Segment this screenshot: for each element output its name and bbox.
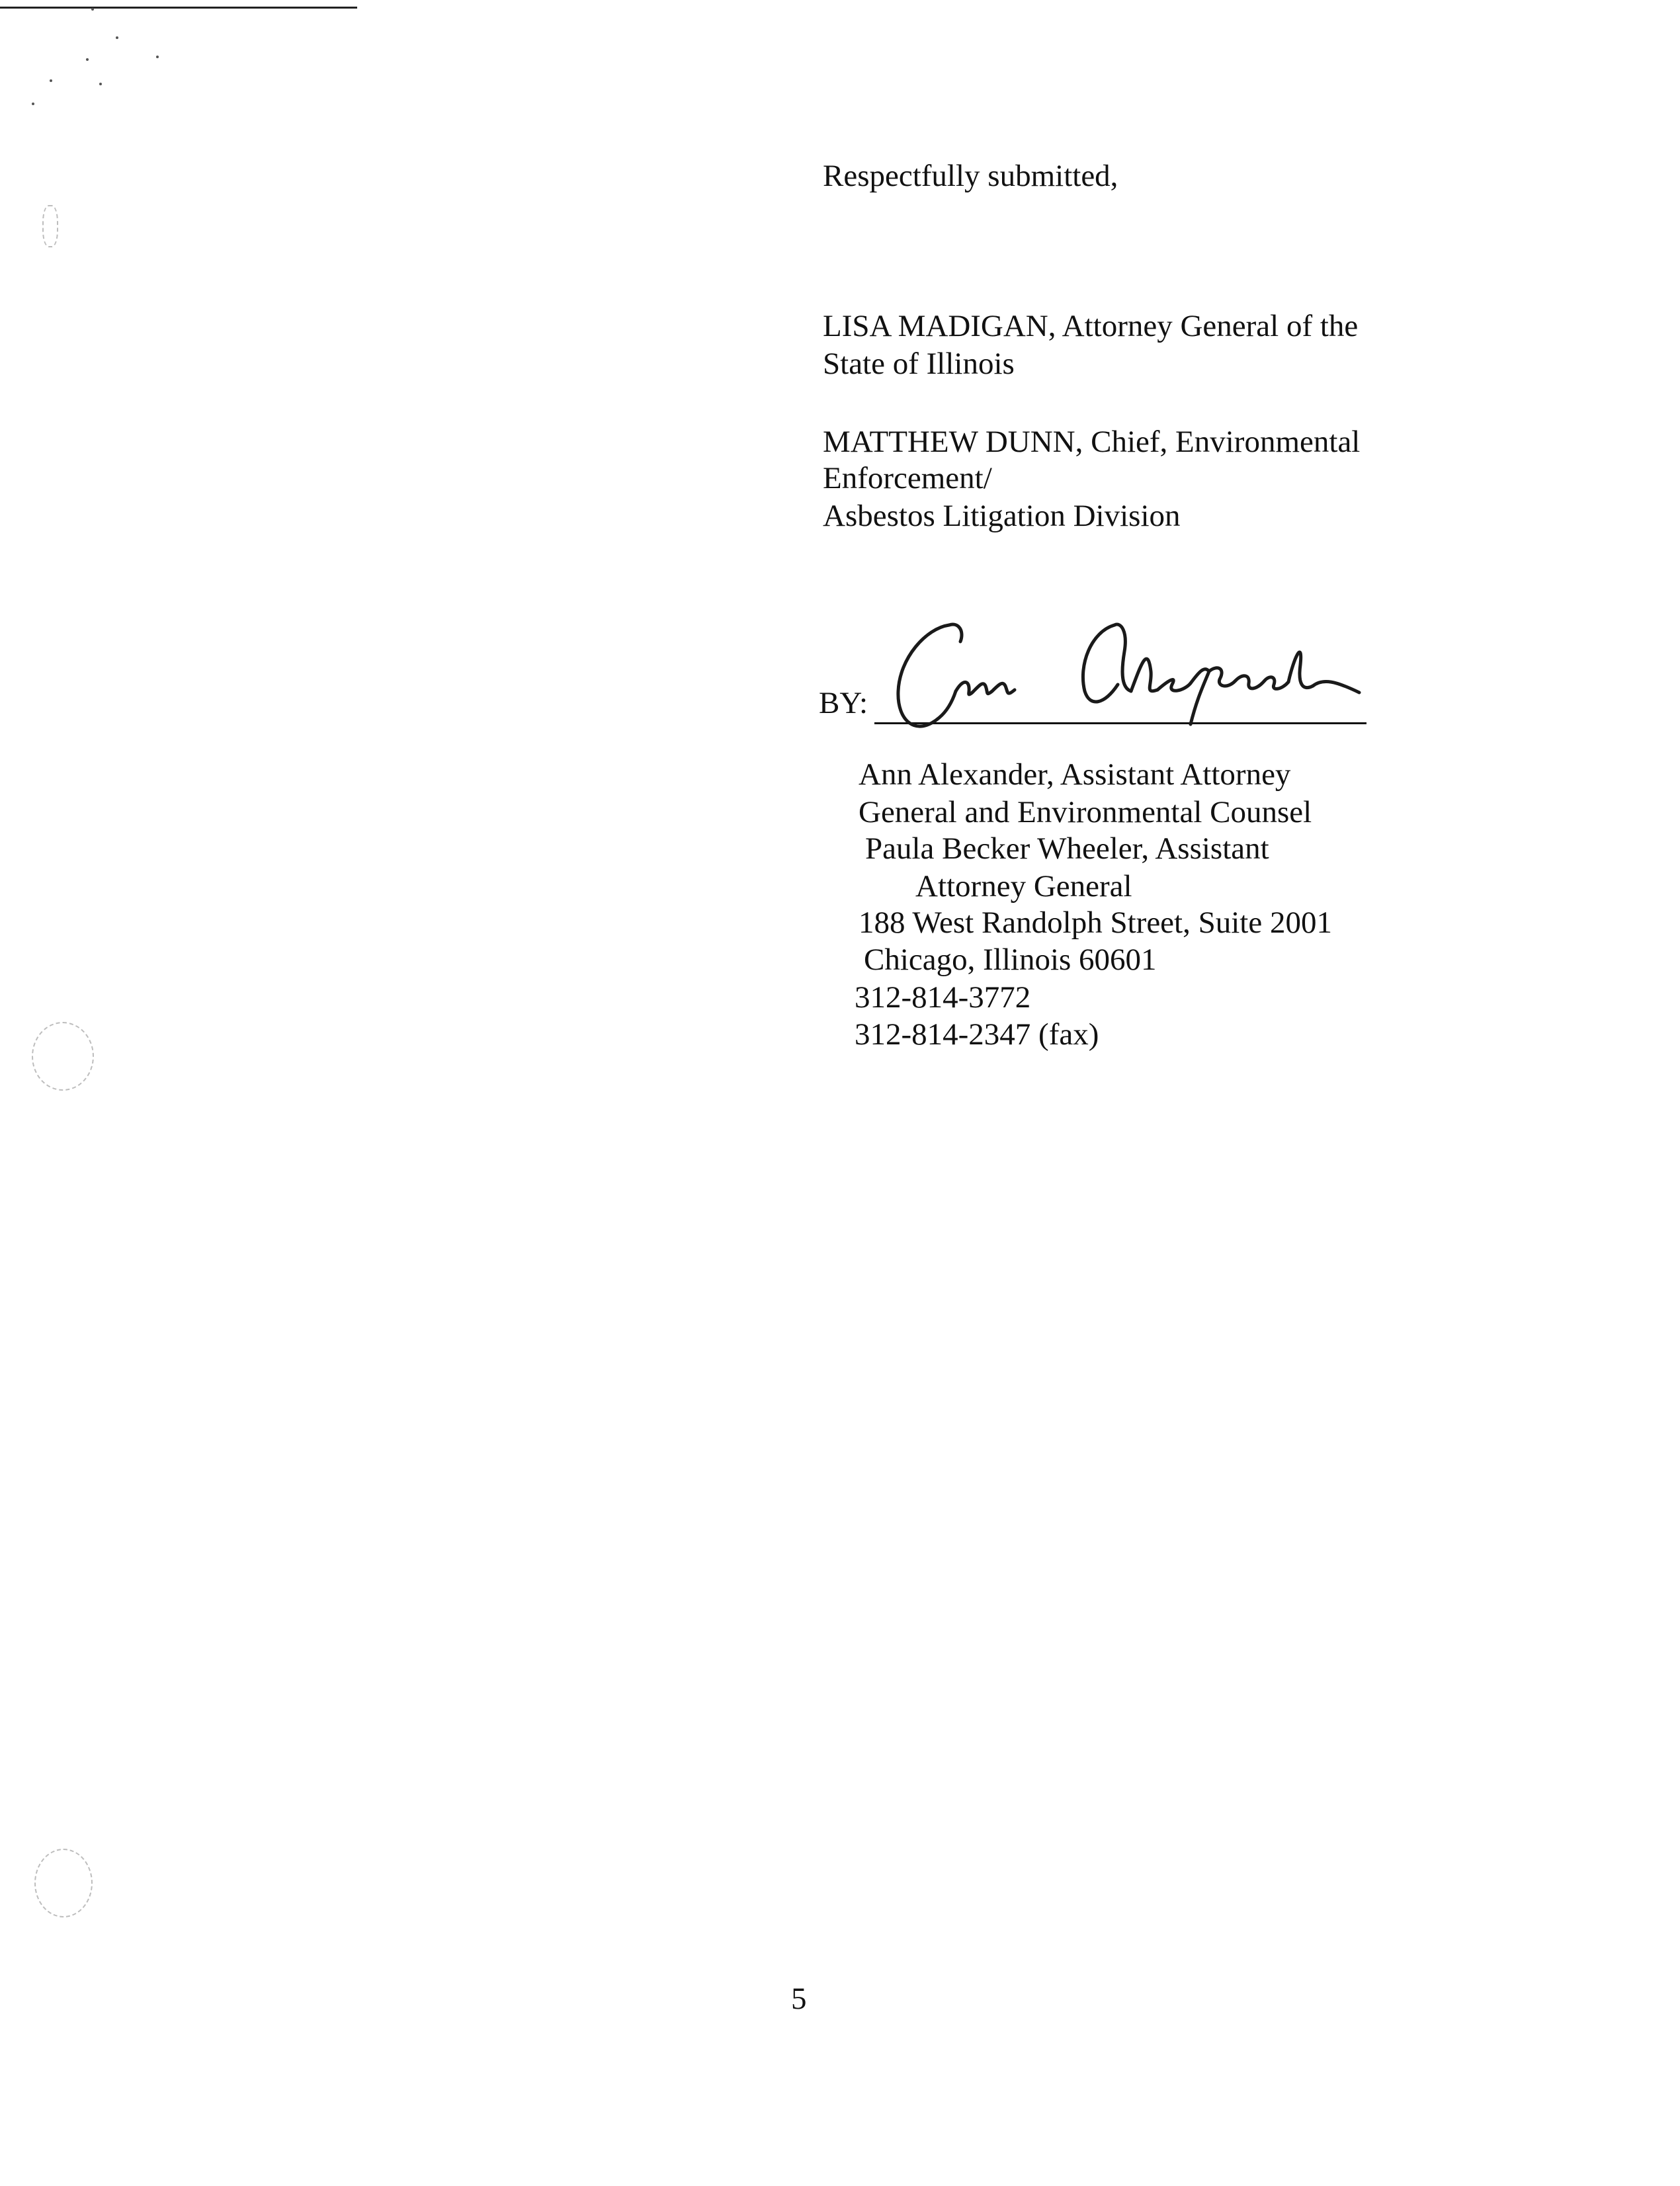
- signatory-line-3: Paula Becker Wheeler, Assistant: [865, 831, 1269, 866]
- closing-salutation: Respectfully submitted,: [823, 159, 1118, 193]
- scan-speck: [116, 36, 118, 39]
- scan-speck: [86, 58, 89, 61]
- signatory-line-2: General and Environmental Counsel: [859, 795, 1312, 829]
- by-label: BY:: [819, 686, 868, 720]
- top-rule: [0, 7, 357, 9]
- scan-speck: [32, 103, 34, 105]
- page-number: 5: [791, 1982, 807, 2016]
- chief-line-3: Asbestos Litigation Division: [823, 499, 1181, 533]
- punch-hole-top: [42, 205, 58, 247]
- punch-hole-middle: [32, 1022, 94, 1091]
- signatory-phone: 312-814-3772: [855, 980, 1031, 1015]
- signatory-line-4: Attorney General: [915, 869, 1132, 904]
- signatory-line-1: Ann Alexander, Assistant Attorney: [859, 757, 1291, 792]
- signatory-city: Chicago, Illinois 60601: [864, 943, 1157, 977]
- chief-line-1: MATTHEW DUNN, Chief, Environmental: [823, 425, 1361, 459]
- signatory-fax: 312-814-2347 (fax): [855, 1017, 1099, 1052]
- chief-line-2: Enforcement/: [823, 461, 992, 495]
- scan-speck: [156, 56, 159, 58]
- scan-speck: [99, 83, 102, 85]
- scan-speck: [91, 8, 94, 11]
- punch-hole-bottom: [34, 1849, 93, 1917]
- scan-speck: [50, 79, 52, 82]
- handwritten-signature-icon: [886, 612, 1363, 744]
- attorney-general-line-2: State of Illinois: [823, 347, 1015, 381]
- signatory-address: 188 West Randolph Street, Suite 2001: [859, 905, 1332, 940]
- attorney-general-line-1: LISA MADIGAN, Attorney General of the: [823, 309, 1359, 343]
